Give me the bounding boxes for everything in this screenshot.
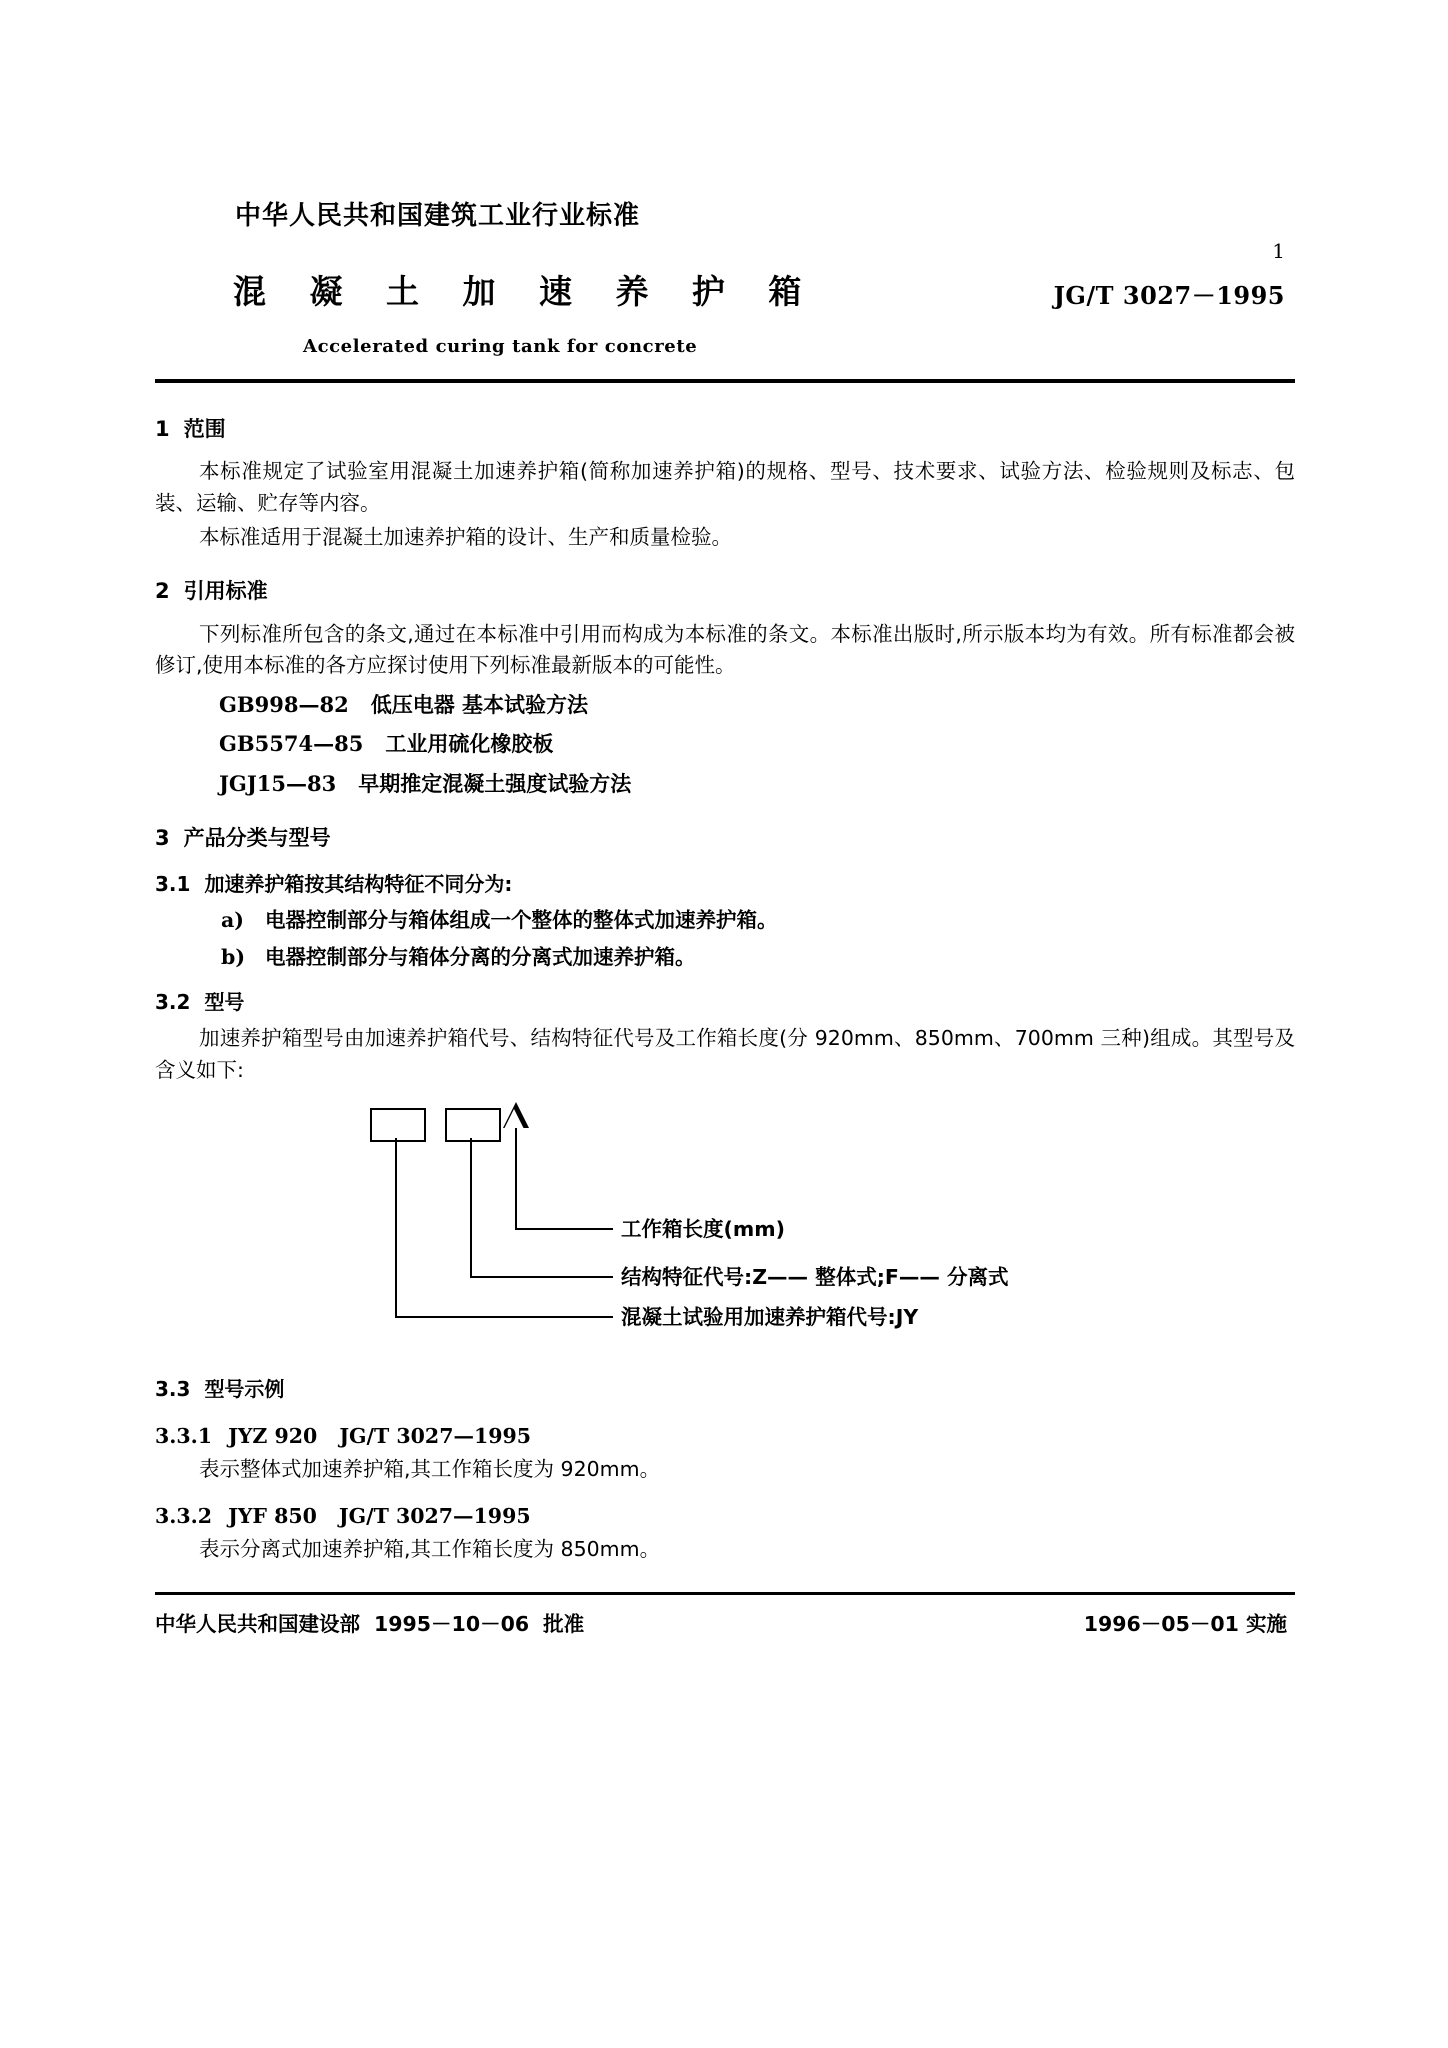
footer-approve: 批准 <box>543 1612 585 1637</box>
section-3-3-number: 3.3 <box>155 1377 191 1402</box>
code-box-2 <box>445 1108 501 1142</box>
footer <box>155 1607 1295 1637</box>
section-3-3-heading <box>155 1374 1295 1406</box>
page-title: 混 凝 土 加 速 养 护 箱 <box>233 272 818 311</box>
example-heading <box>155 1500 1295 1532</box>
document-body <box>155 413 1295 1566</box>
list-item-text: 电器控制部分与箱体分离的分离式加速养护箱。 <box>265 944 696 969</box>
title-english: Accelerated curing tank for concrete <box>303 336 698 357</box>
footer-effective-date: 1996－05－01 实施 <box>1083 1612 1287 1637</box>
list-item-text: 电器控制部分与箱体组成一个整体的整体式加速养护箱。 <box>265 908 778 933</box>
model-code-diagram <box>155 1100 1295 1360</box>
section-3-1-number: 3.1 <box>155 871 191 896</box>
reference-name: 低压电器 基本试验方法 <box>370 692 589 718</box>
leader-line-product-horizontal <box>395 1316 613 1318</box>
section-3-title: 产品分类与型号 <box>183 825 331 850</box>
section-3-1-lead: 加速养护箱按其结构特征不同分为: <box>204 871 513 896</box>
reference-code: GB998—82 <box>219 692 349 718</box>
section-1-paragraph-1: 本标准规定了试验室用混凝土加速养护箱(简称加速养护箱)的规格、型号、技术要求、试验方法、检验规则及标志、包装、运输、贮存等内容。 <box>155 459 1295 515</box>
title-row <box>155 266 1295 318</box>
section-3-2-paragraph-1: 加速养护箱型号由加速养护箱代号、结构特征代号及工作箱长度(分 920mm、850mm、700mm 三种)组成。其型号及含义如下: <box>155 1025 1295 1082</box>
code-box-1 <box>370 1108 426 1142</box>
standard-number: JG/T 3027－1995 <box>1053 281 1285 310</box>
section-3-1-heading <box>155 869 1295 901</box>
diagram-label-structure: 结构特征代号:Z—— 整体式;F—— 分离式 <box>621 1265 1009 1290</box>
footer-issue-date: 1995－10－06 <box>374 1612 530 1637</box>
example-model-code: JYF 850 <box>228 1504 317 1529</box>
reference-item <box>219 688 1295 721</box>
list-item-label: a) <box>221 908 244 933</box>
section-2-title: 引用标准 <box>183 579 268 604</box>
section-3-3-title: 型号示例 <box>204 1377 285 1402</box>
example-number: 3.3.2 <box>155 1504 213 1529</box>
example-standard: JG/T 3027—1995 <box>338 1504 531 1529</box>
footer-issuer: 中华人民共和国建设部 <box>155 1612 360 1637</box>
leader-line-length-horizontal <box>515 1228 613 1230</box>
reference-code: GB5574—85 <box>219 731 364 757</box>
page-content <box>155 195 1295 1637</box>
standard-organization: 中华人民共和国建筑工业行业标准 <box>235 201 641 231</box>
list-item <box>221 904 1295 936</box>
leader-line-length-vertical <box>515 1128 517 1228</box>
reference-name: 工业用硫化橡胶板 <box>385 731 554 757</box>
section-3-number: 3 <box>155 825 170 850</box>
section-3-2-number: 3.2 <box>155 990 191 1015</box>
diagram-label-product-code: 混凝土试验用加速养护箱代号:JY <box>621 1305 919 1330</box>
section-2-number: 2 <box>155 579 170 604</box>
section-3-heading <box>155 822 1295 855</box>
example-standard: JG/T 3027—1995 <box>339 1423 532 1448</box>
example-description: 表示整体式加速养护箱,其工作箱长度为 920mm。 <box>199 1457 661 1482</box>
section-2-paragraph-1: 下列标准所包含的条文,通过在本标准中引用而构成为本标准的条文。本标准出版时,所示版本均为有效。所有标准都会被修订,使用本标准的各方应探讨使用下列标准最新版本的可能性。 <box>155 621 1295 678</box>
leader-line-structure-vertical <box>470 1138 472 1276</box>
example-number: 3.3.1 <box>155 1423 213 1448</box>
section-2-heading <box>155 575 1295 608</box>
section-1-number: 1 <box>155 417 170 441</box>
section-3-2-title: 型号 <box>204 990 245 1015</box>
list-item <box>221 941 1295 973</box>
example-description: 表示分离式加速养护箱,其工作箱长度为 850mm。 <box>199 1537 661 1562</box>
leader-line-product-vertical <box>395 1138 397 1316</box>
section-1-heading <box>155 413 1295 446</box>
section-3-2-heading <box>155 987 1295 1019</box>
reference-name: 早期推定混凝土强度试验方法 <box>358 770 632 796</box>
reference-code: JGJ15—83 <box>219 770 337 796</box>
example-model-code: JYZ 920 <box>228 1423 318 1448</box>
footer-divider <box>155 1592 1295 1595</box>
reference-item <box>219 727 1295 760</box>
example-heading <box>155 1420 1295 1452</box>
section-1-title: 范围 <box>183 417 226 441</box>
header-divider <box>155 379 1295 383</box>
section-1-paragraph-2: 本标准适用于混凝土加速养护箱的设计、生产和质量检验。 <box>199 524 732 549</box>
reference-item <box>219 767 1295 800</box>
footer-left <box>155 1607 584 1637</box>
arrow-up-inner-icon <box>503 1109 525 1131</box>
leader-line-structure-horizontal <box>470 1276 613 1278</box>
diagram-label-length: 工作箱长度(mm) <box>621 1217 785 1242</box>
list-item-label: b) <box>221 944 246 969</box>
page-number: 1 <box>1272 239 1285 263</box>
